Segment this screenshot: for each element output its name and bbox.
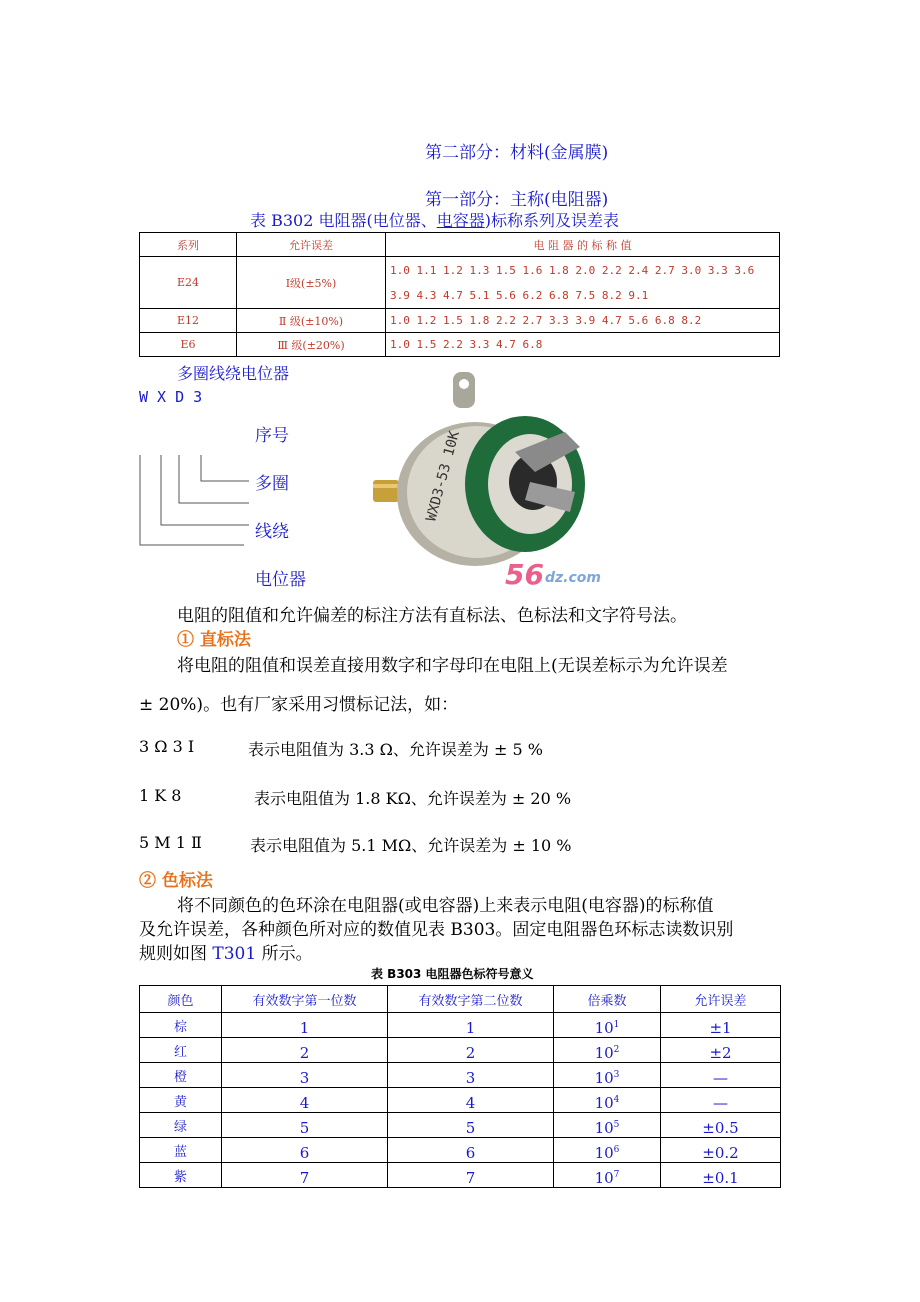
multiplier-cell (554, 1113, 661, 1138)
digit1-cell: 6 (222, 1138, 388, 1163)
header-digit1: 有效数字第一位数 (222, 986, 388, 1013)
series-cell: E12 (140, 309, 237, 333)
example-code: 3 Ω 3 Ⅰ (139, 737, 195, 756)
b303-title: 表 B303 电阻器色标符号意义 (371, 967, 534, 981)
color-cell: 绿 (140, 1113, 222, 1138)
digit1-cell: 7 (222, 1163, 388, 1188)
section1-para: ± 20%)。也有厂家采用习惯标记法，如： (139, 695, 459, 715)
digit2-cell: 2 (388, 1038, 554, 1063)
multiplier-base: 10 (594, 1119, 614, 1137)
table-row (140, 257, 780, 309)
multiplier-base: 10 (594, 1044, 614, 1062)
potentiometer-image (365, 372, 630, 587)
color-cell: 紫 (140, 1163, 222, 1188)
header-digit2: 有效数字第二位数 (388, 986, 554, 1013)
label-serial: 序号 (255, 426, 289, 446)
header-tolerance: 允许误差 (237, 233, 386, 257)
t301-link[interactable]: T301 (212, 944, 257, 964)
watermark: 56 (505, 558, 544, 587)
intro-text: 电阻的阻值和允许偏差的标注方法有直标法、色标法和文字符号法。 (177, 606, 687, 626)
tolerance-cell: ±0.2 (661, 1138, 781, 1163)
multiplier-cell (554, 1088, 661, 1113)
table-row (140, 309, 780, 333)
multiplier-cell (554, 1163, 661, 1188)
multiplier-exponent: 5 (613, 1120, 620, 1130)
multiplier-cell (554, 1038, 661, 1063)
multiplier-base: 10 (594, 1094, 614, 1112)
tolerance-cell: — (661, 1088, 781, 1113)
table-row (140, 1138, 781, 1163)
multiplier-cell (554, 1063, 661, 1088)
multiplier-exponent: 7 (613, 1170, 620, 1180)
tolerance-cell: ±2 (661, 1038, 781, 1063)
bracket-diagram (139, 455, 259, 550)
color-cell: 黄 (140, 1088, 222, 1113)
values-line: 1.0 1.1 1.2 1.3 1.5 1.6 1.8 2.0 2.2 2.4 2.7 3.0 3.3 3.6 (390, 263, 755, 277)
multiplier-cell (554, 1013, 661, 1038)
tolerance-cell: Ⅰ级(±5%) (237, 257, 386, 309)
series-cell: E24 (140, 257, 237, 309)
multiplier-base: 10 (594, 1069, 614, 1087)
example-code: 5 M 1 Ⅱ (139, 833, 202, 852)
multiplier-exponent: 1 (613, 1020, 620, 1030)
example-desc: 表示电阻值为 5.1 MΩ、允许误差为 ± 10 % (250, 836, 572, 855)
section2-para: 将不同颜色的色环涂在电阻器(或电容器)上来表示电阻(电容器)的标称值 (177, 896, 714, 916)
table-row (140, 333, 780, 357)
heading-part1: 第一部分：主称(电阻器) (425, 190, 609, 210)
section2-para-prefix: 规则如图 (139, 944, 213, 964)
wxd-code: W X D 3 (139, 388, 203, 406)
b302-title-prefix: 表 B302 电阻器(电位器、 (250, 211, 437, 230)
b302-title-suffix: )标称系列及误差表 (484, 211, 619, 230)
tolerance-cell: Ⅲ 级(±20%) (237, 333, 386, 357)
label-potentiometer: 电位器 (255, 570, 306, 590)
multiplier-base: 10 (594, 1144, 614, 1162)
multiplier-cell (554, 1138, 661, 1163)
values-cell (386, 257, 780, 309)
label-wirewound: 线绕 (255, 522, 289, 542)
digit1-cell: 5 (222, 1113, 388, 1138)
tolerance-cell: Ⅱ 级(±10%) (237, 309, 386, 333)
section2-para (139, 939, 313, 964)
multiplier-base: 10 (594, 1019, 614, 1037)
digit2-cell: 1 (388, 1013, 554, 1038)
example-code: 1 K 8 (139, 786, 182, 805)
tolerance-cell: — (661, 1063, 781, 1088)
color-cell: 棕 (140, 1013, 222, 1038)
color-cell: 蓝 (140, 1138, 222, 1163)
header-series: 系列 (140, 233, 237, 257)
b302-table (139, 232, 780, 357)
digit2-cell: 5 (388, 1113, 554, 1138)
body-print: WXD3-53 10K (423, 429, 463, 524)
section1-title: ① 直标法 (177, 630, 251, 650)
section2-title: ② 色标法 (139, 871, 213, 891)
table-row (140, 1088, 781, 1113)
example-desc: 表示电阻值为 3.3 Ω、允许误差为 ± 5 % (248, 740, 543, 759)
multiplier-exponent: 6 (613, 1145, 620, 1155)
digit2-cell: 6 (388, 1138, 554, 1163)
color-cell: 橙 (140, 1063, 222, 1088)
table-row (140, 1013, 781, 1038)
digit2-cell: 7 (388, 1163, 554, 1188)
table-header-row (140, 986, 781, 1013)
section2-para: 及允许误差，各种颜色所对应的数值见表 B303。固定电阻器色环标志读数识别 (139, 920, 734, 940)
digit1-cell: 1 (222, 1013, 388, 1038)
digit1-cell: 4 (222, 1088, 388, 1113)
digit2-cell: 3 (388, 1063, 554, 1088)
digit1-cell: 2 (222, 1038, 388, 1063)
b303-table (139, 985, 781, 1188)
multiplier-base: 10 (594, 1169, 614, 1187)
section2-para-suffix: 所示。 (256, 944, 313, 964)
tolerance-cell: ±0.1 (661, 1163, 781, 1188)
multiplier-exponent: 4 (613, 1095, 620, 1105)
example-desc: 表示电阻值为 1.8 KΩ、允许误差为 ± 20 % (254, 789, 572, 808)
table-row (140, 1063, 781, 1088)
values-cell: 1.0 1.2 1.5 1.8 2.2 2.7 3.3 3.9 4.7 5.6 6.8 8.2 (386, 309, 780, 333)
table-row (140, 1163, 781, 1188)
wxd-title: 多圈线绕电位器 (177, 364, 290, 383)
color-cell: 红 (140, 1038, 222, 1063)
series-cell: E6 (140, 333, 237, 357)
label-multiturn: 多圈 (255, 474, 289, 494)
table-row (140, 1113, 781, 1138)
watermark-domain: dz.com (545, 570, 601, 586)
capacitor-link[interactable]: 电容器 (436, 211, 485, 230)
tolerance-cell: ±1 (661, 1013, 781, 1038)
values-line: 3.9 4.3 4.7 5.1 5.6 6.2 6.8 7.5 8.2 9.1 (390, 288, 649, 302)
header-values: 电 阻 器 的 标 称 值 (386, 233, 780, 257)
b302-title (250, 208, 619, 231)
multiplier-exponent: 3 (613, 1070, 620, 1080)
header-multiplier: 倍乘数 (554, 986, 661, 1013)
multiplier-exponent: 2 (613, 1045, 620, 1055)
header-tolerance: 允许误差 (661, 986, 781, 1013)
table-row (140, 1038, 781, 1063)
header-color: 颜色 (140, 986, 222, 1013)
section1-para: 将电阻的阻值和误差直接用数字和字母印在电阻上(无误差标示为允许误差 (177, 656, 728, 676)
heading-part2: 第二部分：材料(金属膜) (425, 143, 609, 163)
digit1-cell: 3 (222, 1063, 388, 1088)
digit2-cell: 4 (388, 1088, 554, 1113)
table-header-row (140, 233, 780, 257)
values-cell: 1.0 1.5 2.2 3.3 4.7 6.8 (386, 333, 780, 357)
tolerance-cell: ±0.5 (661, 1113, 781, 1138)
